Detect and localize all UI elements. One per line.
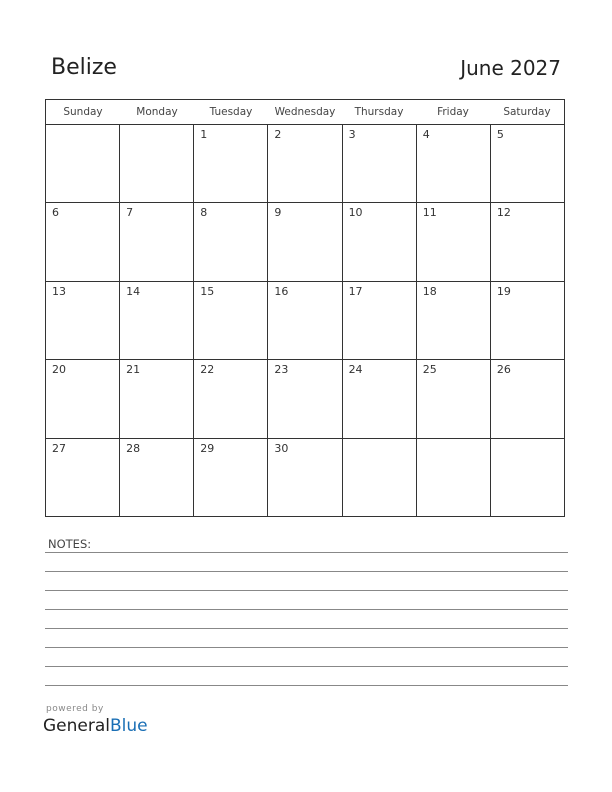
day-number: 3: [348, 128, 356, 141]
day-number: 23: [274, 363, 289, 377]
day-cell: [343, 282, 417, 359]
day-cell: [417, 439, 491, 516]
day-number: 28: [126, 441, 141, 455]
day-cell: [417, 203, 491, 280]
note-line: [45, 647, 568, 648]
month-title: June 2027: [460, 56, 561, 80]
day-cell: [343, 439, 417, 516]
day-cell: [194, 125, 268, 202]
note-line: [45, 590, 568, 591]
day-cell: [120, 203, 194, 280]
day-cell: [491, 125, 564, 202]
day-cell: [268, 203, 342, 280]
day-cell: [46, 203, 120, 280]
day-number: 24: [348, 363, 363, 377]
day-number: 9: [274, 206, 282, 220]
brand-logo: [43, 716, 148, 736]
note-line: [45, 609, 568, 610]
day-number: 15: [200, 284, 215, 298]
day-cell: [268, 439, 342, 516]
day-cell: [194, 439, 268, 516]
day-number: 14: [126, 284, 141, 298]
note-line: [45, 666, 568, 667]
day-number: 26: [496, 363, 511, 377]
week-row: [46, 282, 564, 360]
day-cell: [46, 282, 120, 359]
day-number: 29: [200, 441, 215, 455]
day-cell: [46, 125, 120, 202]
day-cell: [417, 360, 491, 437]
note-line: [45, 552, 568, 553]
day-cell: [491, 439, 564, 516]
weekday-friday: Friday: [437, 106, 469, 118]
day-number: 30: [274, 441, 289, 455]
day-number: 21: [126, 363, 141, 377]
weekday-tuesday: Tuesday: [209, 106, 253, 118]
day-number: 22: [200, 363, 215, 377]
day-cell: [120, 282, 194, 359]
day-number: 11: [422, 206, 437, 220]
calendar-grid: [45, 99, 565, 517]
day-number: 20: [52, 363, 66, 377]
day-number: 4: [422, 128, 430, 141]
day-cell: [491, 203, 564, 280]
weekday-wednesday: Wednesday: [274, 106, 336, 118]
day-cell: [46, 439, 120, 516]
day-cell: [268, 125, 342, 202]
day-number: 5: [496, 128, 504, 141]
brand-general: General: [43, 716, 110, 736]
weekday-sunday: Sunday: [63, 106, 103, 118]
week-row: [46, 125, 564, 203]
day-cell: [120, 439, 194, 516]
day-number: 2: [274, 128, 282, 141]
day-number: 25: [422, 363, 437, 377]
day-cell: [417, 282, 491, 359]
powered-by-text: powered by: [46, 704, 104, 714]
day-number: 17: [348, 284, 363, 298]
note-line: [45, 571, 568, 572]
day-cell: [120, 360, 194, 437]
day-number: 10: [348, 206, 363, 220]
day-number: 12: [496, 206, 511, 220]
weekday-monday: Monday: [136, 106, 178, 118]
day-cell: [194, 360, 268, 437]
day-number: 1: [200, 128, 208, 141]
day-number: 6: [52, 206, 59, 220]
day-cell: [268, 282, 342, 359]
day-number: 19: [496, 284, 511, 298]
weekday-saturday: Saturday: [503, 106, 551, 118]
day-cell: [194, 282, 268, 359]
day-number: 16: [274, 284, 289, 298]
day-cell: [491, 282, 564, 359]
day-cell: [343, 125, 417, 202]
day-cell: [343, 360, 417, 437]
country-title: Belize: [51, 55, 117, 80]
note-line: [45, 628, 568, 629]
day-number: 7: [126, 206, 134, 220]
day-cell: [46, 360, 120, 437]
day-number: 13: [52, 284, 66, 298]
day-number: 8: [200, 206, 208, 220]
note-line: [45, 685, 568, 686]
weekday-thursday: Thursday: [354, 106, 404, 118]
notes-label: NOTES:: [48, 537, 92, 551]
weekday-header: [46, 100, 564, 125]
day-number: 27: [52, 441, 66, 455]
day-cell: [343, 203, 417, 280]
day-cell: [491, 360, 564, 437]
brand-blue: Blue: [110, 716, 148, 736]
week-row: [46, 203, 564, 281]
day-cell: [417, 125, 491, 202]
day-cell: [194, 203, 268, 280]
week-row: [46, 439, 564, 516]
day-number: 18: [422, 284, 437, 298]
day-cell: [268, 360, 342, 437]
week-row: [46, 360, 564, 438]
day-cell: [120, 125, 194, 202]
